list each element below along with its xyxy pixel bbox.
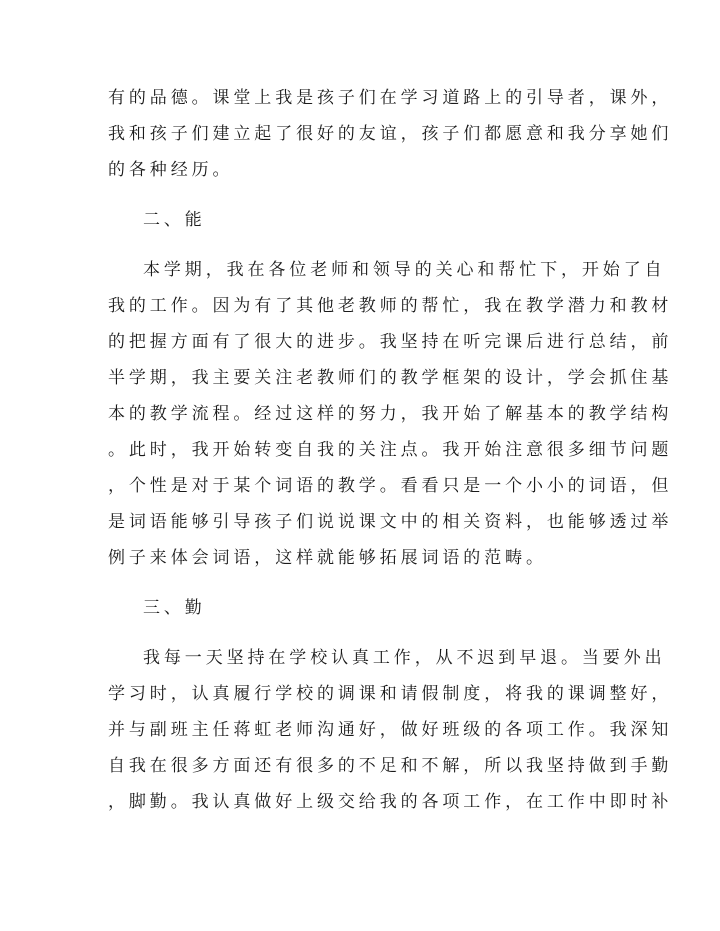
paragraph-line: 并与副班主任蒋虹老师沟通好，做好班级的各项工作。我深知 [108, 720, 673, 740]
paragraph-line: 有的品德。课堂上我是孩子们在学习道路上的引导者，课外， [108, 88, 673, 108]
paragraph-line: ，脚勤。我认真做好上级交给我的各项工作，在工作中即时补 [108, 792, 673, 812]
paragraph-line: 我的工作。因为有了其他老教师的帮忙，我在教学潜力和教材 [108, 296, 673, 316]
section-heading: 二、能 [143, 210, 206, 230]
paragraph-line: ，个性是对于某个词语的教学。看看只是一个小小的词语，但 [108, 476, 673, 496]
paragraph-line: 我和孩子们建立起了很好的友谊，孩子们都愿意和我分享她们 [108, 124, 673, 144]
paragraph-line: 半学期，我主要关注老教师们的教学框架的设计，学会抓住基 [108, 368, 673, 388]
paragraph-line: 本的教学流程。经过这样的努力，我开始了解基本的教学结构 [108, 404, 673, 424]
paragraph-line: 例子来体会词语，这样就能够拓展词语的范畴。 [108, 548, 547, 568]
paragraph-line: 学习时，认真履行学校的调课和请假制度，将我的课调整好， [108, 684, 673, 704]
section-heading: 三、勤 [143, 598, 206, 618]
paragraph-line: 是词语能够引导孩子们说说课文中的相关资料，也能够透过举 [108, 512, 673, 532]
paragraph-line: 自我在很多方面还有很多的不足和不解，所以我坚持做到手勤 [108, 756, 673, 776]
paragraph-line: 本学期，我在各位老师和领导的关心和帮忙下，开始了自 [143, 260, 666, 280]
paragraph-line: 的把握方面有了很大的进步。我坚持在听完课后进行总结，前 [108, 332, 673, 352]
paragraph-line: 我每一天坚持在学校认真工作，从不迟到早退。当要外出 [143, 648, 666, 668]
paragraph-line: 的各种经历。 [108, 160, 234, 180]
paragraph-line: 。此时，我开始转变自我的关注点。我开始注意很多细节问题 [108, 440, 673, 460]
